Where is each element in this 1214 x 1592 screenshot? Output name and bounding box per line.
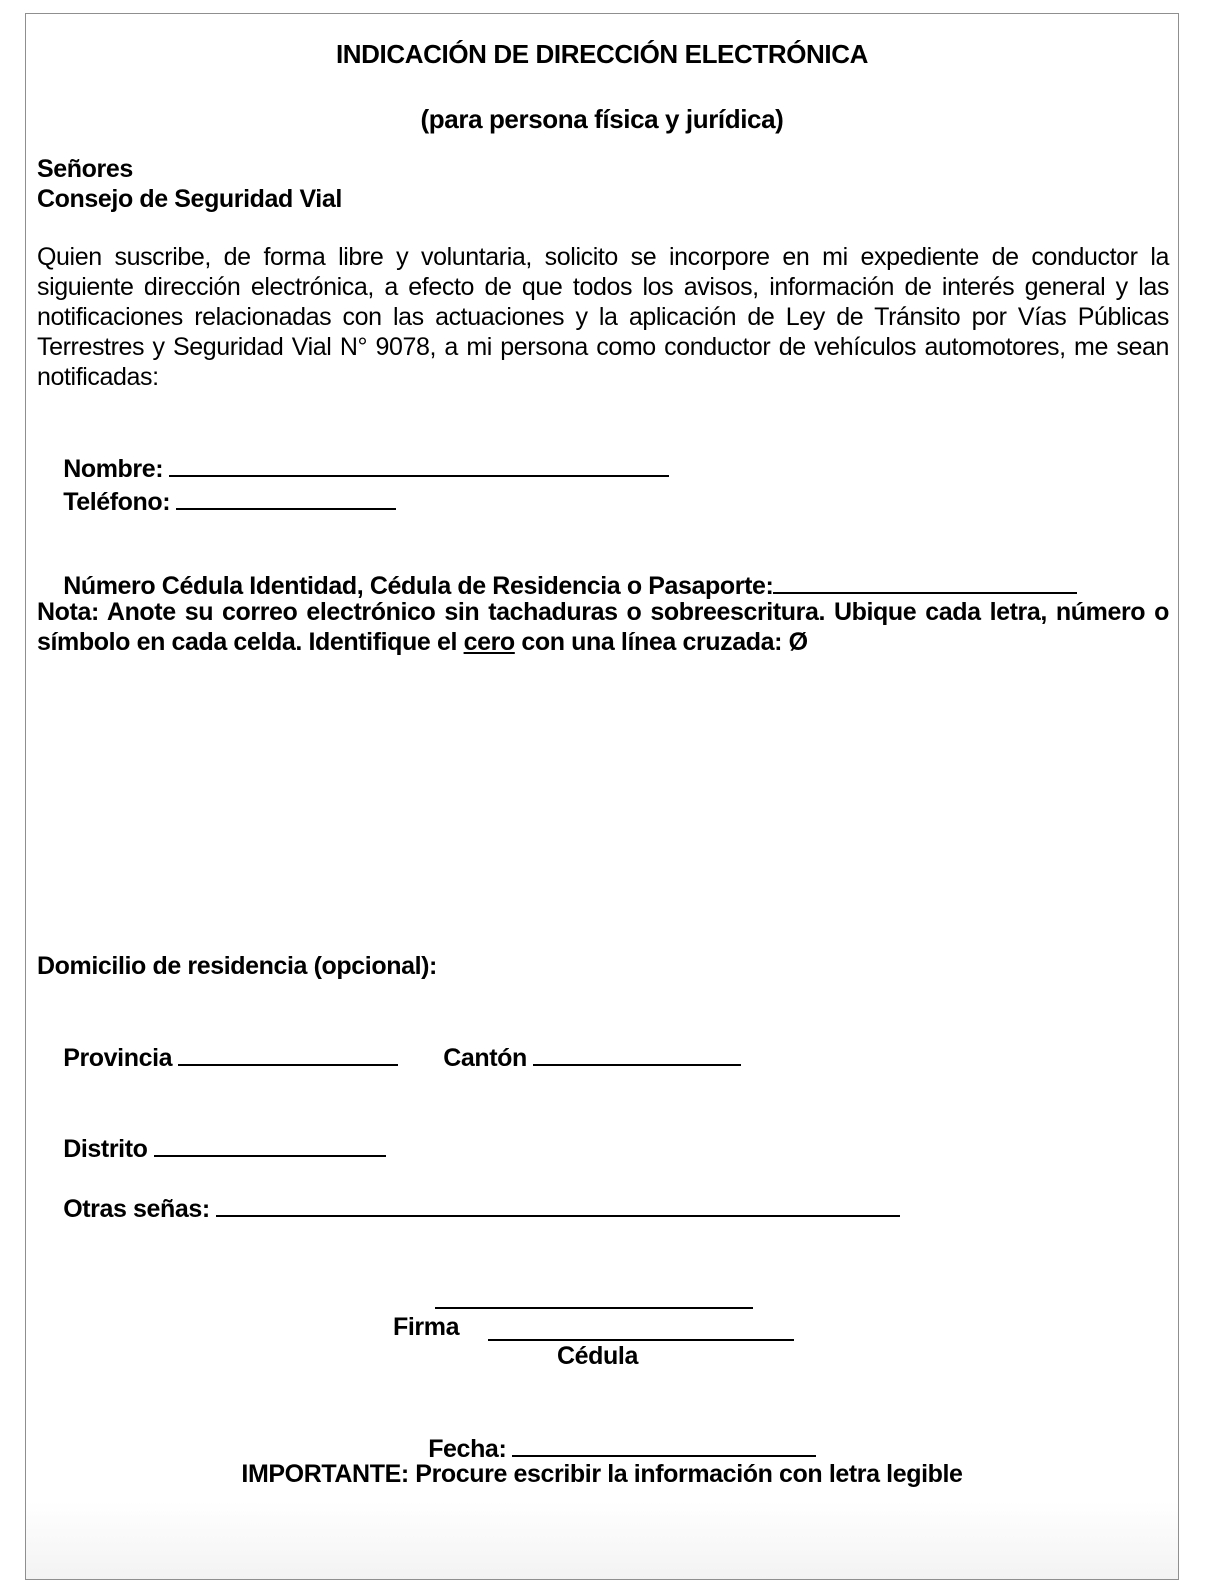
body-paragraph: Quien suscribe, de forma libre y voluntaria, solicito se incorpore en mi expediente de conductor la siguiente dirección electrónica, a efecto de que todos los avisos, información de interés general y las notificaciones relacionadas con las actuaciones y la aplicación de Ley de Tránsito por Vías Públicas Terrestres y Seguridad Vial N° 9078, a mi persona como conductor de vehículos automotores, me sean notificadas: [37, 243, 1169, 391]
firma-signature-line[interactable] [435, 1307, 753, 1309]
domicilio-heading: Domicilio de residencia (opcional): [37, 952, 437, 980]
form-subtitle: (para persona física y jurídica) [420, 104, 784, 134]
nota-underlined-cero: cero [463, 628, 515, 656]
fecha-label: Fecha: [428, 1435, 507, 1463]
nota-text-1: Nota: Anote su correo electrónico sin tachaduras o sobreescritura. Ubique cada letra, número o símbolo en cada celda. Identifique el [37, 598, 1169, 656]
cedula-signature-line[interactable] [488, 1339, 794, 1341]
provincia-input-line[interactable] [178, 1040, 398, 1066]
canton-field-row [417, 1010, 741, 1103]
fecha-input-line[interactable] [512, 1431, 816, 1457]
nombre-field-row [37, 421, 669, 547]
otras-senas-input-line[interactable] [216, 1191, 900, 1217]
email-cells-area[interactable] [37, 684, 1169, 934]
provincia-field-row [37, 1010, 398, 1103]
addressee-line-1: Señores [37, 155, 133, 183]
nota-paragraph [37, 597, 1169, 657]
distrito-input-line[interactable] [154, 1131, 386, 1157]
cedula-label: Número Cédula Identidad, Cédula de Residencia o Pasaporte: [63, 572, 774, 600]
important-note: IMPORTANTE: Procure escribir la información con letra legible [241, 1460, 963, 1488]
canton-label: Cantón [443, 1044, 527, 1072]
provincia-label: Provincia [63, 1044, 173, 1072]
nombre-input-line[interactable] [169, 451, 669, 477]
telefono-input-line[interactable] [176, 484, 396, 510]
form-title: INDICACIÓN DE DIRECCIÓN ELECTRÓNICA [335, 39, 868, 69]
otras-senas-label: Otras señas: [63, 1195, 210, 1223]
nombre-label: Nombre: [63, 455, 164, 483]
cedula-signature-label: Cédula [557, 1342, 638, 1370]
telefono-label: Teléfono: [63, 488, 171, 516]
addressee-line-2: Consejo de Seguridad Vial [37, 185, 342, 213]
cedula-input-line[interactable] [773, 568, 1077, 594]
form-page [25, 13, 1179, 1580]
distrito-label: Distrito [63, 1135, 148, 1163]
canton-input-line[interactable] [533, 1040, 741, 1066]
firma-label: Firma [393, 1313, 460, 1341]
nota-text-2: con una línea cruzada: Ø [514, 628, 808, 656]
otras-senas-field-row [37, 1161, 900, 1254]
